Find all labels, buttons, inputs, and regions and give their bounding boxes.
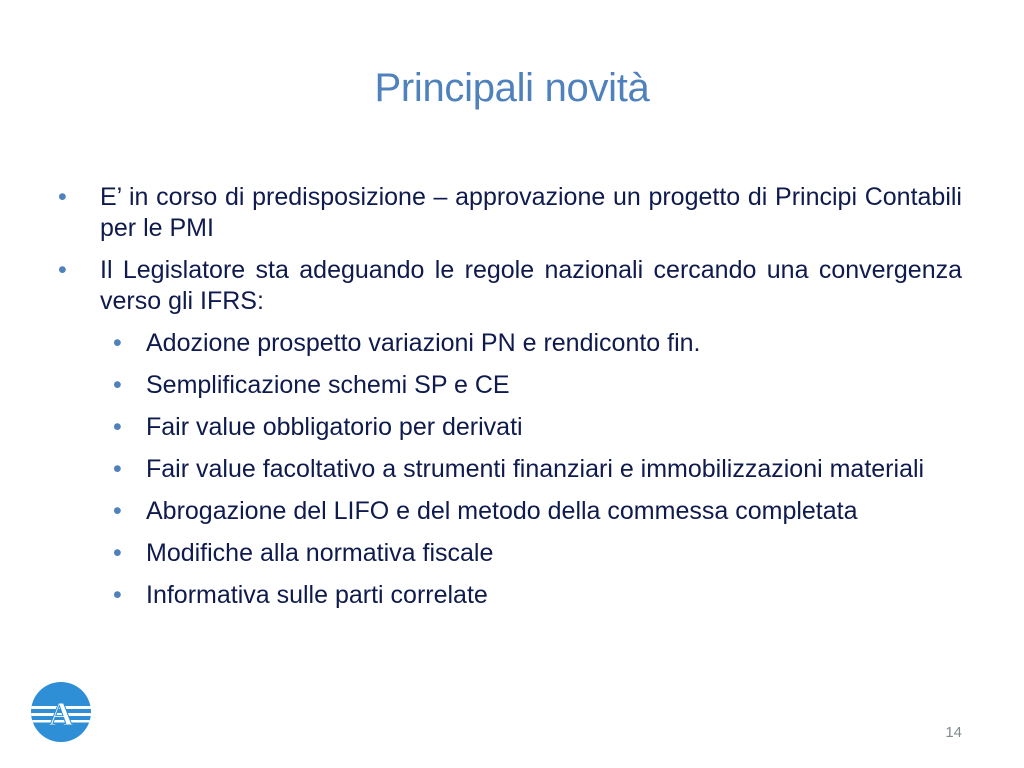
sub-bullet-item	[58, 412, 962, 443]
bullet-marker: •	[58, 183, 67, 211]
sub-bullet-item	[58, 580, 962, 611]
bullet-marker: •	[113, 539, 122, 567]
page-number: 14	[945, 724, 962, 741]
bullet-text: Modifiche alla normativa fiscale	[146, 539, 494, 567]
bullet-text: Fair value facoltativo a strumenti finanziari e immobilizzazioni materiali	[146, 455, 925, 483]
bullet-list	[58, 182, 962, 622]
bullet-text: E’ in corso di predisposizione – approvazione un progetto di Principi Contabili per le PMI	[100, 183, 962, 242]
bullet-marker: •	[113, 371, 122, 399]
bullet-text: Informativa sulle parti correlate	[146, 581, 488, 609]
bullet-marker: •	[113, 497, 122, 525]
bullet-text: Fair value obbligatorio per derivati	[146, 413, 523, 441]
bullet-marker: •	[113, 455, 122, 483]
bullet-text: Semplificazione schemi SP e CE	[146, 371, 510, 399]
bullet-item	[58, 182, 962, 244]
bullet-marker: •	[58, 256, 67, 284]
sub-bullet-item	[58, 454, 962, 485]
bullet-text: Adozione prospetto variazioni PN e rendiconto fin.	[146, 329, 701, 357]
bullet-text: Abrogazione del LIFO e del metodo della commessa completata	[146, 497, 858, 525]
bullet-text: Il Legislatore sta adeguando le regole nazionali cercando una convergenza verso gli IFRS:	[100, 256, 962, 315]
sub-bullet-item	[58, 496, 962, 527]
bullet-marker: •	[113, 329, 122, 357]
sub-bullet-item	[58, 538, 962, 569]
logo-letter: A	[48, 696, 74, 733]
sub-bullet-item	[58, 370, 962, 401]
sub-bullet-item	[58, 328, 962, 359]
bullet-marker: •	[113, 413, 122, 441]
a-circle-logo-icon	[29, 680, 93, 744]
slide-title: Principali novità	[374, 66, 650, 110]
bullet-marker: •	[113, 581, 122, 609]
bullet-item	[58, 255, 962, 317]
